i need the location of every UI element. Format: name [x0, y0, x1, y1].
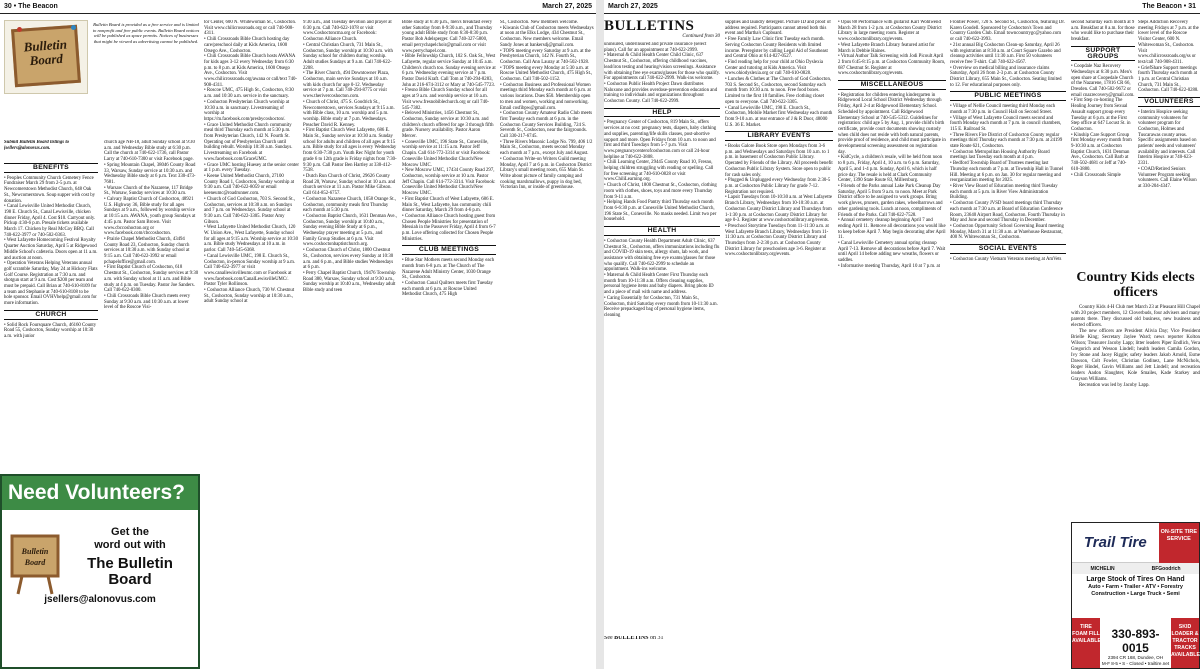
column-3: tor Center, 600 N. Whitewoman St., Coshocton. Visit www.chilicrossroads.org or call 740-908-4311. • Chili Crossroads Bible Church hosting day care/preschool daily at Kids America, 1600 Otsego Ave., Coshocton. • Chili Crossroads Bible Church hosts AWANA for kids ages 3-12 every Wednesday from 6:30 p.m. to 8 p.m. at Kids America, 1600 Otsego Ave., Coshocton. Visit www.chilicrossroads.org/awana or call/text 740-908-4311. • Roscoe UMC, 475 High St., Coshocton, 8:30 a.m. and 10:30 a.m. service in the sanctuary. • Coshocton Presbyterian Church worship at 10:30 a.m. in sanctuary. Livestreaming of worship at https://m.facebook.com/presbycoshocton/. • Grace United Methodist Church community meal third Thursday each month at 5:30 p.m. from Presbyterian Church, 142 N. Fourth St. Operating out of Presbyterian Church until building rebuilt. Worship 10:30 a.m. Sundays. Livestreaming on Facebook at www.facebook.com/GraceUMC. • Grace UMC hosting Huesey at the senior center at 1 p.m. every Tuesday. • Keene United Methodist Church, 27100 County Road 1, Coshocton, Sunday worship at 9:30 a.m. Call 740-622-8059 or email keeneumc@roadrunner.com. • Church of God Coshocton, 703 S. Second St., Coshocton, services at 10:30 a.m. on Sundays and 7 p.m. on Wednesdays. Sunday school at 9:30 a.m. Call 740-622-3305. Pastor Amy Gibson. • West Lafayette United Methodist Church, 120 W. Union Ave., West Lafayette, Sunday school for all ages at 9:15 a.m. Worship service at 10:30 a.m. Bible study Wednesdays at 10 a.m. in parlor. Call 740-545-6368. • Canal Lewisville UMC, 198 E. Church St., Coshocton, in-person Sunday worship at 9 a.m. Call 740-622-3977 or visit www.canallewisvilleumc.com or Facebook at www.facebook.com/CanalLewisvilleUMC/. Pastor Tyler Rollinson. • Coshocton Alliance Church, 730 W. Chestnut St., Coshocton, Sunday worship at 10:30 a.m., adult Sunday school at — [204, 20, 299, 305]
column-text: • Coopdale Naz Recovery Wednesdays at 6:30 p.m. Men's open share at Coopedale Church of the Nazarene, 17816 CR 66, Dresden. Call 740-502-9672 or email cnazrecovery@gmail.com. • First Step co-hosting The Healing Journey from Sexual Assault support group every Tuesday at 6 p.m. at the First Step office at 647 Locust St. in Coshocton. • Kinship Care Support Group first Monday every month from 9-10:30 a.m. at Coshocton Baptist Church, 1631 Denman Ave., Coshocton. Call Barb at 740-502-4681 or Jeff at 740-610-3880. • Chili Crossroads Simple — [1071, 64, 1135, 178]
folio-date: March 27, 2025 — [542, 3, 592, 10]
bulletin-board-icon — [10, 534, 60, 596]
column-6: St., Coshocton. New members welcome. • Kiwanis Club of Coshocton meets Wednesdays at noon at the Elks Lodge, 434 Chestnut St., Coshocton. New members welcome. Email Sandy Jones at bankersdj@gmail.com. • TOPS meeting every Saturday at 9 a.m. at the Presbyterian Church, 142 N. Fourth St., Coshocton. Call Ann Lauray at 740-502-1928. • TOPS meeting every Monday at 5:30 a.m. at Roscoe United Methodist Church, 475 High St., Coshocton. Call 740-502-1152. • Coshocton Business and Professional Women meetings third Monday each month at 6 p.m. at various locations. Dues $50. Membership open to men and women, working and nonworking. Email cosfibpw@gmail.com. • Coshocton County Amateur Radio Club meets first Tuesday each month at 6 p.m. in the Coshocton County Services Building, 724 S. Seventh St., Coshocton, near the fairgrounds. Call 330-217-6745. • Three Rivers Masonic Lodge No. 799, 406 1/2 Main St., Coshocton, meets second Monday each month at 7 p.m., except July and August. • Coshocton Write-on Writers Guild meeting Monday, April 7 at 6 p.m. in Coshocton District Library's small meeting room, 655 Main St. Write about picture of family camping and cooking marshmallows, puppy in dog bed, Victorian Inn, or inside of greenhouse. — [500, 20, 594, 191]
column-text: Steps Addiction Recovery meeting Fridays at 7 p.m. at the lower level of the Roscoe Visitor Center, 600 N. Whitewoman St., Coshocton. Visit www.chilicrossroads.org/ss or text/call 740-908-4311. • GriefShare Support meetings fourth Thursday each month at 1 p.m. at Central Christian Church, 731 Main St., Coshocton. Call 740-622-0288. — [1138, 20, 1199, 94]
michelin-logo: MICHELIN — [1090, 565, 1115, 572]
trail-tire-ad — [1071, 522, 1200, 669]
ad-header — [1072, 523, 1199, 563]
section-heading: MISCELLANEOUS — [838, 80, 946, 90]
column-text: • Peoples Community Church Cemetery Fence Fundraiser March 29 from 2-5 p.m. at Newcomerstown Methodist Church, 648 Oak St., Newcomerstown. Soup supper with cost by donation. • Canal Lewisville United Methodist Church, 198 E. Church St., Canal Lewisville, chicken dinner Friday, April 4. Cost $10. Carryout only. Pickup 4:30-6 p.m. Presale tickets available March 17. Chicken by Real McCoy BBQ. Call 740-622-3977 or 740-502-0363. • West Lafayette Homecoming Festival Royalty Quarter Auction Saturday, April 5 at Ridgewood Middle School's cafeteria. Doors open at 11 a.m. and auction at noon. • Operation Veterans Helping Veterans annual golf scramble Saturday, May 24 at Hickory Flats Golf Course. Registration at 7:30 a.m. and shotgun start at 9 a.m. Cost $200 per team and must be prepaid. Call Brian at 740-610-8109 for a team and Stephanie at 740-610-8108 to be hole sponsor. Email OVHVhelp@gmail.com for more information. — [4, 175, 98, 307]
section-heading: BENEFITS — [4, 163, 98, 173]
bfgoodrich-logo: BFGoodrich — [1151, 565, 1181, 572]
column-3 — [838, 20, 946, 665]
bulletins-heading: BULLETINS — [604, 18, 695, 34]
column-text: second Saturday each month at 9 a.m. Breakfast at 8 a.m. for those who would like to purchase their breakfast. — [1071, 20, 1135, 43]
tire-foam-badge: TIRE FOAM FILL AVAILABLE — [1072, 618, 1100, 668]
column-text: Bible study at 6:30 p.m., men's breakfast every other Saturday from 8-9:30 a.m., and Thursday young adult Bible study from 6:30-8:30 p.m. Pastor Bob Adelsperger. Call 740-327-5800, email perrychapelchoir@gmail.com or visit www.perrychapel.com. • Bible Fellowship Church, 102 S. Oak St., West Lafayette, regular service Sunday at 10:45 a.m. Children's church too. Sunday evening service at 6 p.m. Wednesday evening service at 7 p.m. Pastor David Kraft. Call Tom at 740-294-8283, John at 216-674-3112 or Mary at 740-545-7723. • Fresno Bible Church Sunday school for all ages at 9 a.m. and worship service at 10 a.m. Visit www.fresnobiblechurch.org or call 740-545-7382. • Beloved Ministries, 1456 Chestnut St., Coshocton, Sunday service at 10:30 a.m. and children's church offered for age 3 through fifth grade. Nursery availability. Pastor Aaron Mercer. • Conesville UMC, 196 State St., Conesville, worship service at 11:15 a.m. Pastor Jeff Chapin. Call 614-772-3314 or visit Facebook: Conesville United Methodist Church/New Moscow UMC. • New Moscow UMC, 17434 County Road 297, Coshocton, worship service at 10 a.m. Pastor Jeff Chapin. Call 614-772-3314. Visit Facebook: Conesville United Methodist Church/New Moscow UMC. • First Baptist Church of West Lafayette, 686 E. Main St., West Lafayette, has community chili dinner Saturday, March 29 from 4-6 p.m. • Coshocton Alliance Church hosting guest from Chosen People Ministries for presentation of Messiah in the Passover Friday, April 4 from 6-7 p.m. Love offering collected for Chosen People Ministries. — [402, 20, 496, 242]
folio-date: March 27, 2025 — [608, 3, 658, 10]
story-paragraph: Recreation was led by Jacoby Lapp. — [1079, 383, 1150, 388]
story-body — [1071, 305, 1200, 389]
ad-line: Board — [108, 571, 152, 588]
column-text: • Interim Hospice seeking community volunteers for volunteer program for Coshocton, Holmes and Tuscarawas county areas. Specific assignments based on patients' needs and volunteers' availability and interests. Call Interim Hospice at 740-623-2331. • COAD/Retired Seniors Volunteer Program seeking volunteers. Call Elaine Wilson at 330-204-4347. — [1138, 109, 1197, 189]
column-text: • Blue Star Mothers meets second Monday each month from 6-8 p.m. at The Church of The Nazarene Adult Ministry Center, 1030 Orange St., Coshocton. • Coshocton Canal Quilters meets first Tuesday each month at 6 p.m. at Roscoe United Methodist Church, 475 High — [402, 258, 495, 298]
column-2 — [725, 20, 833, 652]
story-paragraph: Country Kids 4-H Club met March 23 at Pleasant Hill Chapel with 20 project members, 12 Cloverbuds, four advisers and many parents there. They discussed old business, new business and elected officers. — [1071, 305, 1200, 328]
ad-tagline: Large Stock of Tires On Hand — [1086, 576, 1185, 583]
folio-text: The Beacon • 31 — [1142, 3, 1196, 10]
ad-email[interactable]: jsellers@alonovus.com — [44, 594, 156, 605]
pin-icon — [71, 25, 76, 30]
skid-loader-badge: SKID LOADER & TRACTOR TRACKS AVAILABLE — [1171, 618, 1199, 668]
section-heading: CLUB MEETINGS — [402, 245, 496, 255]
continued-note: Continued from 30 — [682, 34, 720, 39]
onsite-badge: ON-SITE TIRE SERVICE — [1159, 523, 1199, 563]
page-30 — [0, 0, 596, 669]
bulletin-board-blurb: Bulletin Board is provided as a free service and is limited to nonprofit and free public events. Bulletin Board notices will be published as space permits. Notices of businesses that might be viewed as advertising cannot be published. — [92, 22, 200, 44]
page-31 — [604, 0, 1200, 669]
column-1 — [604, 42, 720, 662]
submit-note: Submit Bulletin Board listings to jsellers@alonovus.com. — [4, 140, 70, 151]
story-headline: Country Kids elects officers — [1076, 270, 1195, 300]
ad-footer — [1072, 618, 1199, 668]
section-heading: HEALTH — [604, 226, 720, 236]
corkboard-icon: Bulletin Board — [11, 25, 81, 87]
column-2: church age NB-18, adult Sunday school at 9:30 a.m. and Wednesday Bible study at 6:30 p.m. Call the church at 740-622-1736, call Pastor Larry at 740-610-7300 or visit Facebook page. • Spring Mountain Chapel, 38046 County Road 33, Warsaw, Sunday service at 10:30 a.m. and Wednesday Bible study at 6 p.m. Text 330-473-7681. • Warsaw Church of the Nazarene, 117 Bridge St., Warsaw, Sunday services at 10:30 a.m. • Calvary Baptist Church of Coshocton, 48921 U.S. Highway 36, Bible study for all ages Sundays at 9 a.m., followed by worship service at 10:15 a.m. AWANA, youth group Sundays at 4:45 p.m. Pastor Sam Brown. Visit www.cbccoshocton.org or www.facebook.com/cbccoshocton. • Prairie Chapel Methodist Church, 43494 County Road 23, Coshocton, Sunday church services at 10:30 a.m. with Sunday school at 9:15 a.m. Call 740-622-3992 or email pchapeloffice@gmail.com. • First Baptist Church of Coshocton, 618 Chestnut St., Coshocton, Sunday services at 9:30 a.m. with Sunday school at 11 a.m. and Bible study at 4 p.m. on Tuesday. Pastor Joe Sanders. Call 740-622-0300. • Chili Crossroads Bible Church meets every Sunday at 9:30 a.m. and 10:30 a.m. at lower level of the Roscoe Visi- — [104, 140, 199, 311]
column-4: 9:30 a.m., and Tuesday devotion and prayer at 6:30 p.m. Call 740-622-1078 or visit www.Coshoctoncma.org or Facebook: Coshocton Alliance Church. • Central Christian Church, 731 Main St., Coshocton, Sunday worship at 10:30 a.m. with Sunday school for children during worship. Adult studies Sundays at 9 a.m. Call 740-622-2208. • The River Church, 494 Downtowner Plaza, Coshocton, main service Sundays at 10 a.m. with kids church for age 0-12. Wednesday service at 7 p.m. Call 740-294-8775 or visit www.therivercoshocton.com. • Church of Christ, 475 S. Goodrich St., Newcomerstown, services Sundays at 9:15 a.m. with Bible class, 10 a.m. worship and 5 p.m. worship. Bible study at 7 p.m. Wednesdays. Preacher David R. Kenney. • First Baptist Church West Lafayette, 686 E. Main St., Sunday service at 10:30 a.m. Sunday school for adults and children of all ages at 9:15 a.m. Bible study for all ages is every Wednesday from 6:30-7:30 p.m. Youth Rec Night for youth grade 6 to 12th grade is Friday nights from 7:30-9:30 p.m. Call Pastor Ben Hartley at 330-412-7538. • Dutch Run Church of Christ, 29626 County Road 20, Warsaw, Sunday school at 10 a.m. and church service at 11 a.m. Pastor Mike Gibson. Call 614-852-6757. • Coshocton Nazarene Church, 1058 Orange St., Coshocton, community meals first Thursday each month at 5:30 p.m. • Coshocton Baptist Church, 1631 Denman Ave., Coshocton, Sunday worship at 10:40 a.m., Sunday evening Bible Study at 6 p.m., Wednesday prayer meeting at 5 p.m., and Family Group Studies at 6 p.m. Visit www.coshoctonbaptistchurch.org. • Coshocton Church of Christ, 1800 Chestnut St., Coshocton, services every Sunday at 10:30 a.m. and 6 p.m., and Bible studies Wednesdays at 6 p.m. • Perry Chapel Baptist Church, 19476 Township Road 380, Warsaw, Sunday school at 9:30 a.m., Sunday worship at 10:40 a.m., Wednesday adult Bible study and teen — [303, 20, 397, 294]
column-text: Frontier Power, 720 S. Second St., Coshocton, featuring Dr. Karen Goodell. Sponsored by Coshocton's Town and Country Garden Club. Email towncountrygc@yahoo.com or call 740-622-3993. • 21st annual Big Coshocton Clean-up Saturday, April 26 with registration at 8:30 a.m. at Court Square Gazebo and cleanup activities until 11:30 a.m. First 50 volunteers receive free T-shirt. Call 740-622-4567. • Overview on medical billing and insurance claims Saturday, April 26 from 2-3 p.m. at Coshocton County District Library, 655 Main St., Coshocton. Seating limited to 12. For educational purposes only. — [950, 20, 1065, 88]
column-text: • Opus 88 Performance with guitarist Karl Wohlwend March 28 from 1-2 p.m. at Coshocton County District Library in large meeting room. Register at www.coshoctonlibrary.org/events. • West Lafayette Branch Library featured artist for March is Debbie Haines. • Virtual Author Talk Screening with Jodi Picoult April 2 from 6:45-8:15 p.m. at Coshocton Community Room, 687 Chestnut St. Register at www.coshoctonlibrary.org/events. — [838, 20, 946, 77]
ad-line: word out with — [94, 539, 166, 551]
column-4 — [950, 20, 1066, 665]
column-6 — [1138, 20, 1200, 260]
section-heading: LIBRARY EVENTS — [725, 131, 833, 141]
ad-line: Get the — [111, 526, 149, 538]
brand-strip — [1072, 563, 1199, 574]
jump-line: See BULLETINS on 31 — [604, 636, 664, 641]
trail-tire-logo: Trail Tire — [1083, 534, 1147, 551]
ad-hours[interactable]: M-F 8-5 • S - Closed • trailtire.net — [1101, 660, 1170, 666]
section-heading: SUPPORT GROUPS — [1071, 46, 1135, 61]
folio-left — [0, 0, 596, 14]
page-gutter — [596, 0, 604, 669]
folio-right — [604, 0, 1200, 14]
section-heading: CHURCH — [4, 310, 98, 320]
column-text: supplies and laundry detergent. Picture ID and proof of address required. Participants cannot attend both this event and Martha's Cupboard. • Free Family Law Clinic first Tuesday each month. Serving Coshocton County Residents with limited income. Preregister by calling Legal Aid of Southeast and Central Ohio at 614-827-0527. • Find reading help for your child at Ohio Dyslexia Center and tutoring at Kids America. Visit www.ohiodyslexia.org or call 740-610-0828. • Lunches & Clothes at The Church of God Coshocton, 703 S. Second St., Coshocton, second Saturday each month from 10:30 a.m. to noon. Free food boxes. Limited to the first 10 families. Free clothing closet open to everyone. Call 740-622-3305. • Canal Lewisville UMC, 198 E. Church St., Coshocton, Mobile Market first Wednesday each month from 9-10 a.m. at rear entrance of J & R Door, 48000 U.S. 36 E. Market. — [725, 20, 833, 128]
column-text: • Coshocton County Vietnam Veterans meeting at AmVets — [950, 256, 1062, 262]
section-heading: SOCIAL EVENTS — [950, 244, 1066, 254]
ad-phone[interactable]: 330-893-0015 — [1111, 627, 1160, 655]
ad-line: The Bulletin — [87, 555, 173, 572]
section-heading: VOLUNTEERS — [1138, 97, 1200, 107]
ad-address: 2394 CR 168, Dundee, OH — [1107, 655, 1164, 660]
column-text: uninsured, underinsured and private insurance (select plans). Call for an appointment at 740-622-2999. • Maternal & Child Health Center Child Clinic, 637 Chestnut St., Coshocton, offering childhood vaccines, lead/iron testing and hearing/vision screenings. Assistance with obtaining free eye exams/glasses for those who qualify. For appointments call 740-622-2999. Walk-ins welcome. • Coshocton Public Health Project Dawn distributes Naloxone and provides overdose-prevention education and training to individuals and organizations throughout Coshocton County. Call 740-622-2999. — [604, 42, 720, 105]
column-text: • Village of Nellie Council meeting third Monday each month at 7:30 p.m. in Council Hall on Second Street. • Village of West Lafayette Council meets second and fourth Monday each month at 7 p.m. in council chambers, 115 E. Railroad St. • Three Rivers Fire District of Coshocton County regular meetings third Thursday each month at 7:30 p.m. at 24199 state Route 621, Coshocton. • Coshocton Metropolitan Housing Authority Board meetings last Tuesday each month at 4 p.m. • Bedford Township Board of Trustees meeting last Thursday each month at 7 p.m. at Township Hall in Tunnel Hill. Meeting at 6 p.m. on Jan. 30 for regular meeting and reorganization meeting for 2025. • River View Board of Education meeting third Tuesday each month at 5 p.m. in River View Administration Building. • Coshocton County JVSD board meetings third Thursday each month at 7:30 a.m. at Board of Education Conference Room, 23640 Airport Road, Coshocton. Fourth Thursday in May and June and second Thursday in December. • Coshocton Opportunity School Governing Board meeting Monday, March 31 at 11:30 a.m. at Warehouse Restaurant, 400 N. Whitewoman St., Coshocton. — [950, 104, 1065, 241]
ad-services: Construction • Large Truck • Semi — [1091, 591, 1180, 597]
bulletin-board-logo — [4, 20, 88, 94]
column-5 — [1071, 20, 1135, 260]
column-5 — [402, 20, 496, 665]
section-heading: HELP — [604, 108, 720, 118]
ad-title: Need Volunteers? — [2, 476, 198, 510]
story-paragraph: The new officers are President Alivia Day; Vice President Brielle King; Secretary Jaylee Ward; news reporter Kolton Wilson; Treasurer Jacoby Lapp; litter leaders Piper Endlich, Vera Gregorich and Wesson Lindell; health leaders Camila Gordon, Ivy Stone and Jacey Riggle; safety leaders Jakob Arnold, Esme Dawson, Colt Fowler, Christian Godinez, Lane McNichols, Roger Hindel, Gavin Williams and Jett Lindell; and recreation leaders Aadon Slaughter, Kole Smailes, Kade Starkey and Grayson Williams. — [1071, 329, 1200, 382]
svg-text:Bulletin: Bulletin — [21, 547, 49, 556]
volunteer-ad — [0, 474, 200, 669]
ad-contact — [1100, 618, 1171, 668]
column-text: • Registration for children entering kindergarten in Ridgewood Local School District Wednesday through Friday, April 2-4 at Ridgewood Elementary School. Scheduled by appointment. Call Ridgewood Elementary School at 740-545-5312. Guidelines for registration: child age 5 by Aug. 1, provide child's birth certificate, provide court documents showing custody when child does not reside with both natural parents, provide proof of residence, and child must participate in developmental screening assessment on registration day. • KidCycle, a children's resale, will be held from noon to 8 p.m., Friday, April 4, 10 a.m. to 6 p.m. Saturday, April 5, and 1-4 p.m. Sunday, April 6, which is half price day. The resale is held at Clark Community Center, 1390 State Route 83, Millersburg. • Friends of the Parks annual Lake Park Cleanup Day Saturday, April 5 from 9 a.m. to noon. Meet at Park District office to be assigned to work groups. Bring work gloves, pruners, garden rakes, wheelbarrows and other gardening tools. Lunch at noon, compliments of Friends of the Parks. Call 740-622-7528. • Annual cemetery cleanup beginning April 7 and ending April 11. Remove all decorations you would like to keep before April 7. May begin decorating after April 11. • Canal Lewisville Cemetery annual spring cleanup April 7-13. Remove all decorations before April 7. Wait until April 14 before adding new wreaths, flowers or saddles. • Informative meeting Thursday, April 10 at 7 p.m. at — [838, 92, 946, 269]
folio-text: 30 • The Beacon — [4, 3, 58, 10]
section-heading: PUBLIC MEETINGS — [950, 91, 1066, 101]
pin-icon — [17, 27, 22, 32]
column-text: • Solid Rock Foursquare Church, 46160 County Road 55, Coshocton, Sunday worship at 10:30 a.m. with junior — [4, 322, 97, 339]
column-text: • Books Galore Book Store open Mondays from 3-6 p.m. and Wednesdays and Saturdays from 10 a.m. to 1 p.m. in basement of Coshocton Public Library. Operated by Friends of the Library. All proceeds benefit Coshocton Public Library System. Store open to public for cash sales only. • Plugged & Unplugged every Wednesday from 2:30-5 p.m. at Coshocton Public Library for grade 7-12. Registration not required. • Lapsit Tuesdays from 10-10:30 a.m. at West Lafayette Branch Library, Wednesdays from 10-10:30 a.m. at Coshocton County District Library and Thursdays from 1-1:30 p.m. at Coshocton County District Library for age 0-3. Register at www.coshoctonlibrary.org/events. • Preschool Storytime Tuesdays from 11-11:30 a.m. at West Lafayette Branch Library, Wednesdays from 11-11:30 a.m. at Coshocton County District Library and Thursdays from 2-2:30 p.m. at Coshocton County District Library for preschoolers age 3-6. Register at www.coshoctonlibrary.org/events. — [725, 144, 833, 258]
svg-text:Board: Board — [24, 558, 46, 567]
column-text: • Coshocton County Health Department Adult Clinic, 637 Chestnut St., Coshocton, offers immunizations including flu and COVID-19 skin tests, allergy shots, lab work, and assistance with obtaining free eye exams/glasses for those who qualify. Call 740-622-2999 to schedule an appointment. Walk-ins welcome. • Maternal & Child Health Center First Thursday each month from 10-11:30 a.m. Offers cleaning supplies, personal hygiene items and baby diapers. Bring photo ID and a piece of mail with name and address. • Caring Essentially for Coshocton, 731 Main St., Coshocton, third Saturday every month from 10-11:30 a.m. Receive prepackaged bag of personal hygiene items, cleaning — [604, 238, 720, 318]
column-text: • Pregnancy Center of Coshocton, 819 Main St., offers services at no cost: pregnancy tests, diapers, baby clothing and supplies, parenting/life skills classes, post-abortive support and more. Open Fridays from 10 a.m. to noon and first and third Tuesdays from 5-7 p.m. Visit www.pregnancycenterofcoshocton.com or call 24-hour helpline at 740-622-3808. • Chili Learning Center, 29445 County Road 10, Fresno, helping children struggling with reading or spelling. Call for free screening at 740-610-0828 or visit www.ChiliLearning.org. • Church of Christ, 1800 Chestnut St., Coshocton, clothing room with clothes, shoes, toys and more every Thursday from 9-11 a.m. • Helping Hands Food Pantry third Thursday each month from 6-6:30 p.m. at Conesville United Methodist Church, 196 State St., Conesville. No masks needed. Limit two per household. — [604, 120, 717, 223]
column-1 — [4, 160, 98, 472]
ad-services: Auto • Farm • Trailer • ATV • Forestry — [1088, 584, 1183, 590]
